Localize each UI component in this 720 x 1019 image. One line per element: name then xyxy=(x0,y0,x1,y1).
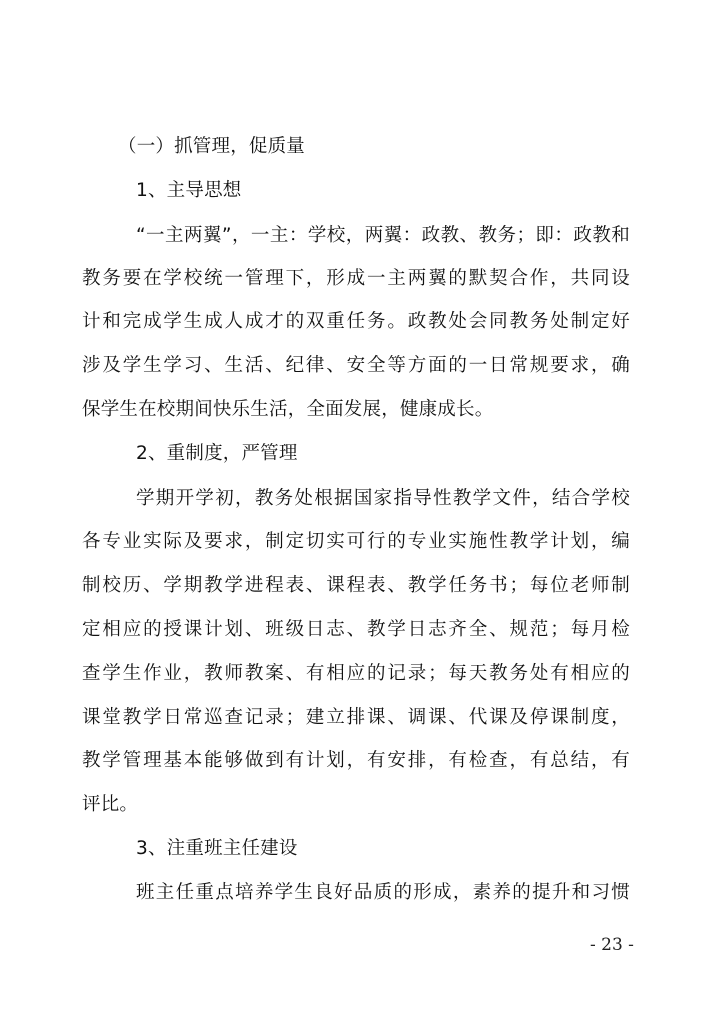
paragraph-line: 教务要在学校统一管理下，形成一主两翼的默契合作，共同设 xyxy=(82,268,630,289)
paragraph-line: “一主两翼”，一主：学校，两翼：政教、教务；即：政教和 xyxy=(136,225,630,246)
subsection-heading-3: 3、注重班主任建设 xyxy=(136,838,298,859)
paragraph-line: 各专业实际及要求，制定切实可行的专业实施性教学计划，编 xyxy=(82,531,630,552)
paragraph-line: 保学生在校期间快乐生活，全面发展，健康成长。 xyxy=(82,399,494,420)
paragraph-line: 学期开学初，教务处根据国家指导性教学文件，结合学校 xyxy=(136,488,630,509)
paragraph-line: 班主任重点培养学生良好品质的形成，素养的提升和习惯 xyxy=(136,882,630,903)
paragraph-line: 定相应的授课计划、班级日志、教学日志齐全、规范；每月检 xyxy=(82,619,630,640)
subsection-heading-2: 2、重制度，严管理 xyxy=(136,443,298,464)
paragraph-line: 涉及学生学习、生活、纪律、安全等方面的一日常规要求，确 xyxy=(82,355,630,376)
paragraph-line: 教学管理基本能够做到有计划，有安排，有检查，有总结，有 xyxy=(82,750,630,771)
paragraph-line: 课堂教学日常巡查记录；建立排课、调课、代课及停课制度， xyxy=(82,707,630,728)
paragraph-line: 评比。 xyxy=(82,794,139,815)
paragraph-line: 计和完成学生成人成才的双重任务。政教处会同教务处制定好 xyxy=(82,311,630,332)
page-number: - 23 - xyxy=(590,935,634,955)
subsection-heading-1: 1、主导思想 xyxy=(136,180,242,201)
paragraph-line: 制校历、学期教学进程表、课程表、教学任务书；每位老师制 xyxy=(82,575,630,596)
section-heading: （一）抓管理，促质量 xyxy=(118,136,306,157)
paragraph-line: 查学生作业，教师教案、有相应的记录；每天教务处有相应的 xyxy=(82,663,630,684)
